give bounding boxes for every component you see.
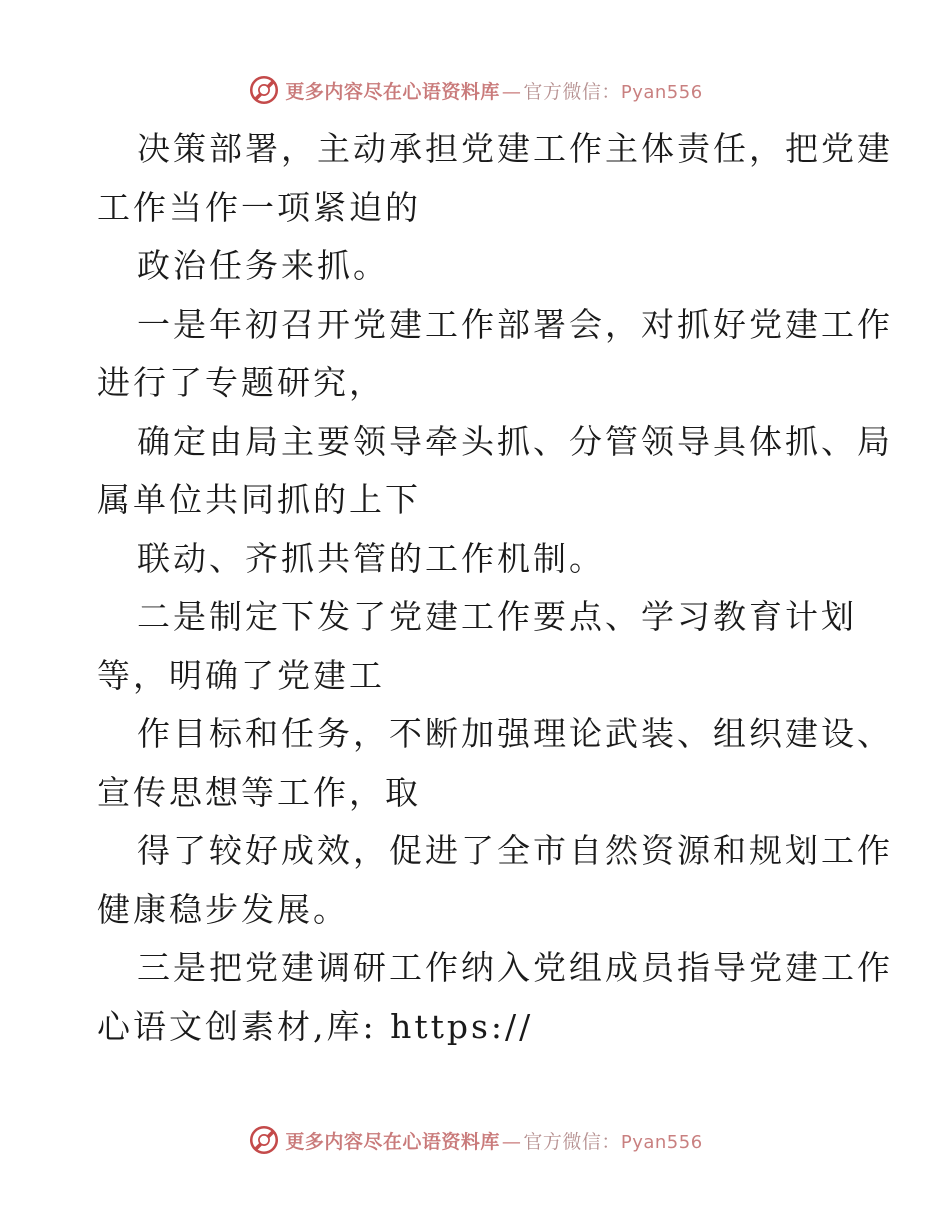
watermark-dash: — — [501, 1130, 522, 1153]
paragraph-1 — [97, 120, 893, 237]
text-line: 得了较好成效，促进了全市自然资源和规划工作 — [137, 831, 893, 870]
watermark-main: 更多内容尽在心语资料库 — [285, 80, 500, 103]
paragraph-6 — [97, 588, 857, 705]
document-body — [97, 120, 893, 1056]
text-line: 一是年初召开党建工作部署会，对抓好党建工作 — [137, 304, 893, 344]
paragraph-4 — [97, 413, 893, 530]
watermark-sub: 官方微信： — [523, 1130, 621, 1153]
watermark-text — [285, 77, 702, 104]
text-line: 属单位共同抓的上下 — [97, 480, 421, 519]
paragraph-8 — [97, 822, 893, 939]
footer-watermark — [0, 1120, 950, 1160]
text-line: 健康稳步发展。 — [97, 889, 349, 929]
text-line: 联动、齐抓共管的工作机制。 — [137, 538, 605, 578]
text-line: 宣传思想等工作，取 — [97, 772, 421, 812]
paragraph-2 — [97, 237, 857, 296]
text-line: 三是把党建调研工作纳入党组成员指导党建工作 — [137, 948, 893, 987]
watermark-id: Pyan556 — [620, 1131, 703, 1153]
watermark-text — [285, 1127, 702, 1154]
text-line: 工作当作一项紧迫的 — [97, 187, 421, 227]
text-line: 决策部署，主动承担党建工作主体责任，把党建 — [137, 129, 893, 168]
text-line: 作目标和任务，不断加强理论武装、组织建设、 — [137, 714, 893, 753]
brand-logo-icon — [247, 73, 281, 107]
watermark-sub: 官方微信： — [523, 80, 621, 103]
brand-logo-icon — [247, 1123, 281, 1157]
watermark-main: 更多内容尽在心语资料库 — [285, 1130, 500, 1153]
text-line: 心语文创素材,库: https:// — [97, 1006, 534, 1046]
header-watermark — [0, 70, 950, 110]
text-line: 进行了专题研究， — [97, 363, 385, 402]
text-line: 确定由局主要领导牵头抓、分管领导具体抓、局 — [137, 421, 893, 461]
paragraph-3 — [97, 296, 893, 413]
text-line: 二是制定下发了党建工作要点、学习教育计划 — [137, 597, 857, 636]
watermark-id: Pyan556 — [620, 81, 703, 103]
paragraph-7 — [97, 705, 893, 822]
text-line: 政治任务来抓。 — [137, 246, 389, 285]
watermark-dash: — — [501, 80, 522, 103]
paragraph-9 — [97, 939, 893, 1056]
paragraph-5 — [97, 530, 857, 589]
text-line: 等，明确了党建工 — [97, 655, 385, 695]
